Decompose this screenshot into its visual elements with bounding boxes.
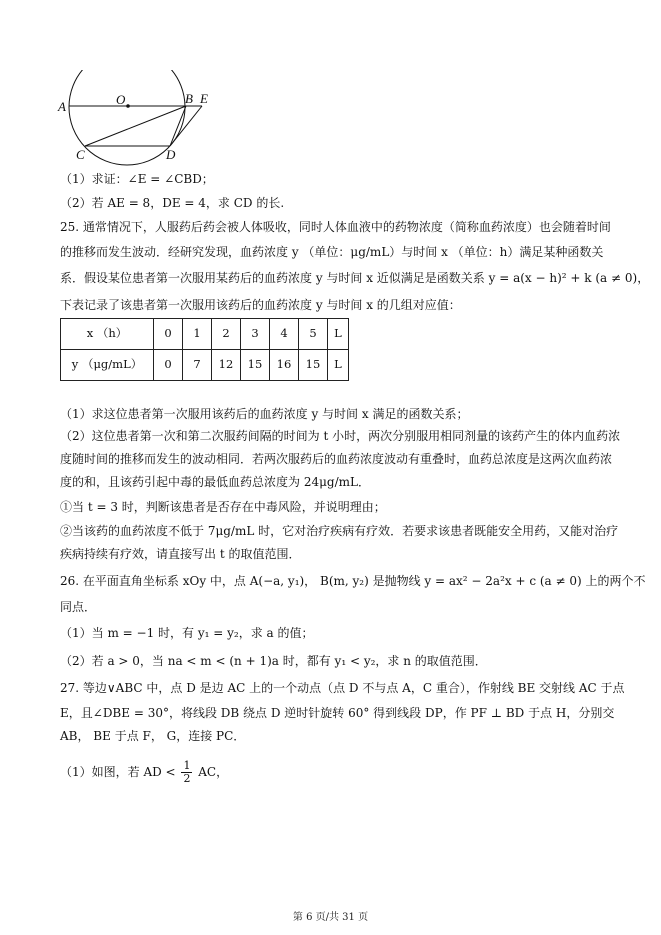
- chord-cb: [85, 106, 186, 146]
- segment-de: [170, 106, 202, 146]
- q27-line1: 27. 等边∨ABC 中，点 D 是边 AC 上的一个动点（点 D 不与点 A，C 重合），作射线 BE 交射线 AC 于点: [60, 681, 625, 695]
- q27-part1-suffix: AC，: [198, 765, 229, 780]
- table-cell: 16: [270, 350, 299, 381]
- center-point-o: [126, 104, 130, 108]
- table-cell: 15: [299, 350, 328, 381]
- table-cell: 0: [154, 350, 183, 381]
- q27-part1-prefix: （1）如图，若 AD <: [60, 765, 176, 780]
- table-cell: 4: [270, 319, 299, 350]
- label-a: A: [58, 99, 66, 114]
- table-row-y: [61, 350, 349, 381]
- fraction-one-half: [181, 760, 192, 785]
- label-c: C: [76, 147, 85, 162]
- table-header-x: x （h）: [61, 319, 154, 350]
- q25-sub2-line2: 疾病持续有疗效，请直接写出 t 的取值范围．: [60, 547, 301, 561]
- q24-part1: （1）求证：∠E = ∠CBD；: [60, 172, 214, 186]
- table-cell: 2: [212, 319, 241, 350]
- label-o: O: [116, 92, 126, 107]
- q26-line1: 26. 在平面直角坐标系 xOy 中，点 A(−a, y₁)， B(m, y₂) 是抛物线 y = ax² − 2a²x + c (a ≠ 0) 上的两个不: [60, 574, 646, 588]
- q25-line1: 25. 通常情况下，人服药后药会被人体吸收，同时人体血液中的药物浓度（简称血药浓度）也会随着时间: [60, 220, 611, 234]
- q27-line2: E，且∠DBE = 30°，将线段 DB 绕点 D 逆时针旋转 60° 得到线段 DP，作 PF ⊥ BD 于点 H，分别交: [60, 706, 615, 720]
- label-d: D: [166, 147, 176, 162]
- label-e: E: [200, 91, 208, 106]
- q24-part2: （2）若 AE = 8，DE = 4，求 CD 的长.: [60, 196, 285, 210]
- q25-part1: （1）求这位患者第一次服用该药后的血药浓度 y 与时间 x 满足的函数关系；: [60, 407, 469, 421]
- q26-part1: （1）当 m = −1 时，有 y₁ = y₂，求 a 的值；: [60, 626, 314, 640]
- page-footer: 第 6 页/共 31 页: [292, 912, 369, 923]
- table-header-y: y （μg/mL）: [61, 350, 154, 381]
- fraction-numerator: 1: [183, 759, 191, 772]
- fraction-denominator: 2: [183, 772, 191, 786]
- label-b: B: [185, 91, 193, 106]
- drug-concentration-table: [60, 318, 349, 381]
- q27-part1: [60, 760, 228, 785]
- chord-bd: [170, 106, 186, 146]
- q25-part2-line3: 度的和，且该药引起中毒的最低血药总浓度为 24μg/mL．: [60, 475, 370, 489]
- q25-sub2-line1: ②当该药的血药浓度不低于 7μg/mL 时，它对治疗疾病有疗效．若要求该患者既能安全用药，又能对治疗: [60, 524, 619, 538]
- table-cell: 12: [212, 350, 241, 381]
- table-cell: 5: [299, 319, 328, 350]
- q25-part2-line1: （2）这位患者第一次和第二次服药间隔的时间为 t 小时，两次分别服用相同剂量的该药产生的体内血药浓: [60, 429, 621, 443]
- q26-line2: 同点．: [60, 600, 97, 614]
- q26-part2: （2）若 a > 0，当 na < m < (n + 1)a 时，都有 y₁ < y₂，求 n 的取值范围．: [60, 654, 487, 668]
- table-cell: 1: [183, 319, 212, 350]
- q25-line4: 下表记录了该患者第一次服用该药后的血药浓度 y 与时间 x 的几组对应值：: [60, 298, 461, 312]
- table-row-x: [61, 319, 349, 350]
- q25-part2-line2: 度随时间的推移而发生的波动相同．若两次服药后的血药浓度波动有重叠时，血药总浓度是这两次血药浓: [60, 452, 613, 466]
- table-cell: 15: [241, 350, 270, 381]
- table-cell: L: [328, 350, 349, 381]
- table-cell: L: [328, 319, 349, 350]
- table-cell: 3: [241, 319, 270, 350]
- table-cell: 7: [183, 350, 212, 381]
- q25-sub1: ①当 t = 3 时，判断该患者是否存在中毒风险，并说明理由；: [60, 500, 386, 514]
- q25-line3: 系．假设某位患者第一次服用某药后的血药浓度 y 与时间 x 近似满足是函数关系 y = a(x − h)² + k (a ≠ 0)，: [60, 271, 650, 285]
- q25-line2: 的推移而发生波动．经研究发现，血药浓度 y （单位：μg/mL）与时间 x （单位：h）满足某种函数关: [60, 245, 604, 259]
- table-cell: 0: [154, 319, 183, 350]
- circle-geometry-figure: [52, 70, 222, 170]
- q27-line3: AB， BE 于点 F， G，连接 PC．: [60, 729, 246, 743]
